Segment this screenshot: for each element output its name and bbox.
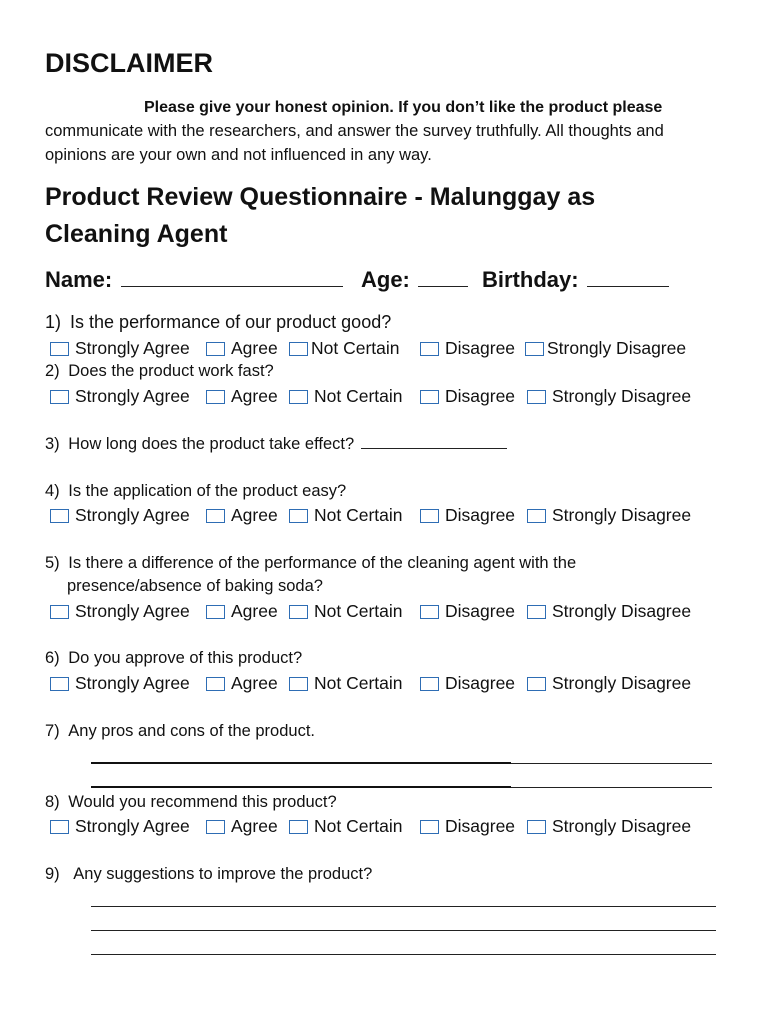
question-text: How long does the product take effect? — [68, 435, 355, 453]
question-number: 8) — [45, 793, 60, 811]
option-label: Agree — [231, 338, 278, 358]
answer-line[interactable] — [91, 762, 511, 764]
option-label: Not Certain — [314, 601, 403, 621]
checkbox[interactable] — [289, 390, 308, 404]
option-label: Not Certain — [311, 338, 400, 358]
option-label: Strongly Agree — [75, 505, 190, 525]
option-label: Not Certain — [314, 816, 403, 836]
age-blank[interactable] — [418, 268, 468, 287]
question-text: Any pros and cons of the product. — [68, 722, 316, 740]
q2-option-not-certain[interactable] — [289, 386, 403, 407]
question-number: 3) — [45, 435, 60, 453]
q5-option-not-certain[interactable] — [289, 601, 403, 622]
checkbox[interactable] — [527, 605, 546, 619]
question-text: Is there a difference of the performance of the cleaning agent with the — [68, 554, 577, 572]
checkbox[interactable] — [420, 509, 439, 523]
checkbox[interactable] — [206, 342, 225, 356]
checkbox[interactable] — [289, 677, 308, 691]
q8-option-strongly-agree[interactable] — [50, 816, 190, 837]
checkbox[interactable] — [527, 390, 546, 404]
question-text: Would you recommend this product? — [68, 793, 337, 811]
option-label: Agree — [231, 386, 278, 406]
answer-line[interactable] — [91, 906, 716, 907]
checkbox[interactable] — [420, 605, 439, 619]
question-text: Do you approve of this product? — [68, 649, 303, 667]
option-label: Strongly Disagree — [552, 601, 692, 621]
option-label: Agree — [231, 673, 278, 693]
checkbox[interactable] — [527, 677, 546, 691]
question-1 — [45, 312, 391, 333]
q4-option-disagree[interactable] — [420, 505, 515, 526]
q5-option-strongly-disagree[interactable] — [527, 601, 691, 622]
checkbox[interactable] — [289, 509, 308, 523]
q6-option-agree[interactable] — [206, 673, 278, 694]
question-3 — [45, 435, 507, 454]
checkbox[interactable] — [206, 605, 225, 619]
checkbox[interactable] — [50, 677, 69, 691]
option-label: Disagree — [445, 601, 516, 621]
q6-option-disagree[interactable] — [420, 673, 515, 694]
q4-option-strongly-agree[interactable] — [50, 505, 190, 526]
q1-option-strongly-agree[interactable] — [50, 338, 190, 359]
answer-line[interactable] — [511, 763, 712, 764]
checkbox[interactable] — [289, 820, 308, 834]
q2-option-disagree[interactable] — [420, 386, 515, 407]
q2-option-strongly-disagree[interactable] — [527, 386, 691, 407]
option-label: Disagree — [445, 386, 516, 406]
option-label: Disagree — [445, 505, 516, 525]
question-2 — [45, 362, 274, 381]
name-label: Name: — [45, 267, 113, 292]
q6-option-strongly-disagree[interactable] — [527, 673, 691, 694]
checkbox[interactable] — [420, 820, 439, 834]
question-5-continued: presence/absence of baking soda? — [67, 577, 323, 595]
q2-option-strongly-agree[interactable] — [50, 386, 190, 407]
option-label: Disagree — [445, 338, 516, 358]
option-label: Strongly Agree — [75, 338, 190, 358]
age-field — [361, 267, 468, 293]
q1-option-disagree[interactable] — [420, 338, 515, 359]
option-label: Disagree — [445, 816, 516, 836]
q8-option-agree[interactable] — [206, 816, 278, 837]
option-label: Not Certain — [314, 673, 403, 693]
question-number: 9) — [45, 865, 60, 883]
name-field — [45, 267, 343, 293]
q1-option-not-certain[interactable] — [289, 338, 400, 359]
age-label: Age: — [361, 267, 410, 292]
page-title-line-2: Cleaning Agent — [45, 220, 228, 248]
answer-line[interactable] — [511, 787, 712, 788]
option-label: Strongly Disagree — [552, 816, 692, 836]
page-title-line-1: Product Review Questionnaire - Malunggay as — [45, 183, 596, 211]
answer-line[interactable] — [91, 786, 511, 788]
checkbox[interactable] — [50, 390, 69, 404]
checkbox[interactable] — [420, 677, 439, 691]
question-5 — [45, 554, 576, 573]
option-label: Strongly Agree — [75, 601, 190, 621]
checkbox[interactable] — [50, 342, 69, 356]
question-number: 1) — [45, 312, 62, 332]
birthday-blank[interactable] — [587, 268, 669, 287]
q1-option-strongly-disagree[interactable] — [525, 338, 686, 359]
checkbox[interactable] — [420, 390, 439, 404]
answer-line[interactable] — [91, 930, 716, 931]
question-text: Does the product work fast? — [68, 362, 274, 380]
question-text: Is the performance of our product good? — [70, 312, 392, 332]
q1-option-agree[interactable] — [206, 338, 278, 359]
answer-blank[interactable] — [361, 436, 507, 449]
question-number: 4) — [45, 482, 60, 500]
checkbox[interactable] — [206, 390, 225, 404]
option-label: Disagree — [445, 673, 516, 693]
q8-option-not-certain[interactable] — [289, 816, 403, 837]
question-6 — [45, 649, 302, 668]
q4-option-strongly-disagree[interactable] — [527, 505, 691, 526]
question-9 — [45, 865, 372, 884]
disclaimer-line-2: communicate with the researchers, and answer the survey truthfully. All thoughts and — [45, 122, 664, 140]
option-label: Not Certain — [314, 505, 403, 525]
question-number: 7) — [45, 722, 60, 740]
question-text: Is the application of the product easy? — [68, 482, 347, 500]
option-label: Strongly Agree — [75, 673, 190, 693]
q6-option-strongly-agree[interactable] — [50, 673, 190, 694]
disclaimer-line-1: Please give your honest opinion. If you don’t like the product please — [144, 99, 663, 116]
name-blank[interactable] — [121, 268, 343, 287]
question-text: Any suggestions to improve the product? — [73, 865, 373, 883]
checkbox[interactable] — [50, 605, 69, 619]
option-label: Strongly Agree — [75, 386, 190, 406]
option-label: Agree — [231, 505, 278, 525]
checkbox[interactable] — [206, 677, 225, 691]
question-7 — [45, 722, 315, 741]
option-label: Agree — [231, 816, 278, 836]
disclaimer-heading: DISCLAIMER — [45, 48, 213, 78]
checkbox[interactable] — [289, 605, 308, 619]
q8-option-strongly-disagree[interactable] — [527, 816, 691, 837]
q5-option-disagree[interactable] — [420, 601, 515, 622]
disclaimer-line-3: opinions are your own and not influenced in any way. — [45, 146, 432, 164]
q8-option-disagree[interactable] — [420, 816, 515, 837]
option-label: Strongly Disagree — [552, 505, 692, 525]
q4-option-agree[interactable] — [206, 505, 278, 526]
checkbox[interactable] — [525, 342, 544, 356]
checkbox[interactable] — [420, 342, 439, 356]
question-number: 6) — [45, 649, 60, 667]
option-label: Strongly Agree — [75, 816, 190, 836]
option-label: Not Certain — [314, 386, 403, 406]
checkbox[interactable] — [527, 820, 546, 834]
q5-option-strongly-agree[interactable] — [50, 601, 190, 622]
checkbox[interactable] — [289, 342, 308, 356]
option-label: Strongly Disagree — [552, 673, 692, 693]
q2-option-agree[interactable] — [206, 386, 278, 407]
option-label: Agree — [231, 601, 278, 621]
checkbox[interactable] — [206, 509, 225, 523]
question-number: 5) — [45, 554, 60, 572]
checkbox[interactable] — [50, 509, 69, 523]
checkbox[interactable] — [206, 820, 225, 834]
option-label: Strongly Disagree — [547, 338, 687, 358]
q5-option-agree[interactable] — [206, 601, 278, 622]
checkbox[interactable] — [527, 509, 546, 523]
q4-option-not-certain[interactable] — [289, 505, 403, 526]
question-4 — [45, 482, 346, 501]
answer-line[interactable] — [91, 954, 716, 955]
checkbox[interactable] — [50, 820, 69, 834]
q6-option-not-certain[interactable] — [289, 673, 403, 694]
birthday-field — [482, 267, 669, 293]
option-label: Strongly Disagree — [552, 386, 692, 406]
question-number: 2) — [45, 362, 60, 380]
birthday-label: Birthday: — [482, 267, 579, 292]
question-8 — [45, 793, 337, 812]
